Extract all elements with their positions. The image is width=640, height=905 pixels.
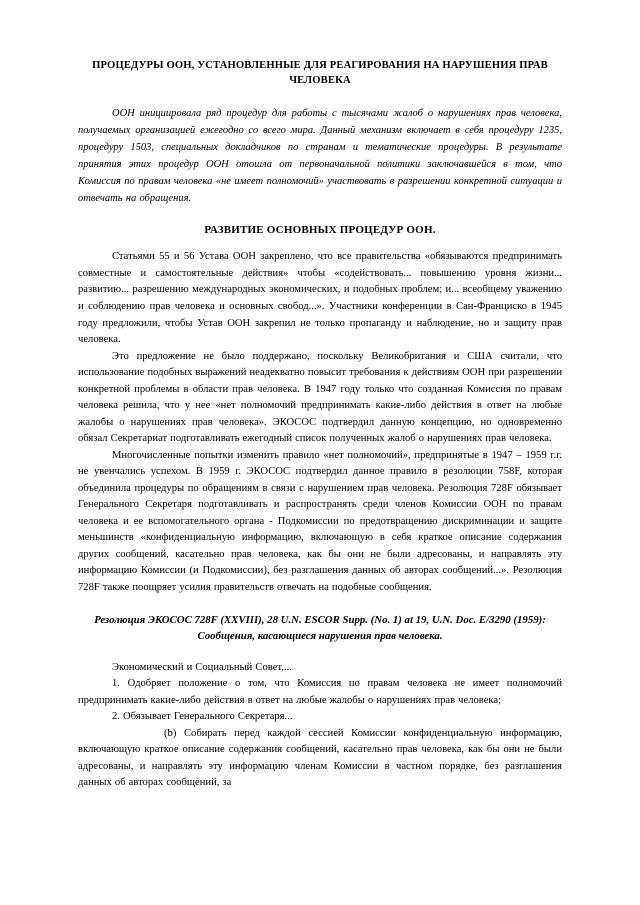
page-title: ПРОЦЕДУРЫ ООН, УСТАНОВЛЕННЫЕ ДЛЯ РЕАГИРОВАНИЯ НА НАРУШЕНИЯ ПРАВ ЧЕЛОВЕКА <box>92 60 548 87</box>
intro-paragraph: ООН инициировала ряд процедур для работы с тысячами жалоб о нарушениях прав человека, получаемых организацией ежегодно со всего мира. Данный механизм включает в себя процедуру 1235, процедуру 1503, специальных докладчиков по странам и тематические процедуры. В результате принятия этих процедур ООН отошла от первоначальной политики заключавшейся в том, что Комиссия по правам человека «не имеет полномочий» участвовать в разрешении конкретной ситуации и отвечать на обращения. <box>78 108 562 205</box>
document-content <box>78 58 562 792</box>
body-paragraph-3: Многочисленные попытки изменить правило «нет полномочий», предпринятые в 1947 – 1959 г.г. не увенчались успехом. В 1959 г. ЭКОСОС подтвердил данное правило в резолюции 758F, которая объединила процедуры по обращениям в связи с нарушением прав человека. Резолюция 728F обязывает Генерального Секретаря подготавливать и распространять среди членов Комиссии ООН по правам человека и ее вспомогательного органа - Подкомиссии по предотвращению дискриминации и защите меньшинств «конфиденциальную информацию, включающую в себя краткое описание содержания других сообщений, касательно прав человека, как бы они не были адресованы, и направлять эту информацию Комиссии (и Подкомиссии), без разглашения данных об авторах сообщений...». Резолюция 728F также поощряет усилия правительств отвечать на подобные сообщения. <box>78 449 562 593</box>
body-paragraph-1: Статьями 55 и 56 Устава ООН закреплено, что все правительства «обязываются предпринимать совместные и самостоятельные действия» чтобы «содействовать... повышению уровня жизни... развитию... разрешению международных экономических, и подобных проблем; и... всеобщему уважению и соблюдению прав человека и основных свобод...». Участники конференции в Сан-Франциско в 1945 году предложили, чтобы Устав ООН закрепил не только пропаганду и наблюдение, но и защиту прав человека. <box>78 251 562 346</box>
body-paragraph-2: Это предложение не было поддержано, поскольку Великобритания и США считали, что использование подобных выражений неадекватно повысит требования к действиям ООН при разрешении конкретной проблемы в области прав человека. В 1947 году только что созданная Комиссия по правам человека решила, что у нее «нет полномочий предпринимать какие-либо действия в ответ на любые жалобы о нарушениях прав человека». ЭКОСОС подтвердил данную концепцию, но одновременно обязал Секретариат подготавливать ежегодный список полученных жалоб о нарушениях прав человека. <box>78 350 562 445</box>
quote-line-preamble: Экономический и Социальный Совет,... <box>112 661 292 673</box>
section-heading: РАЗВИТИЕ ОСНОВНЫХ ПРОЦЕДУР ООН. <box>204 224 436 237</box>
resolution-citation: Резолюция ЭКОСОС 728F (XXVIII), 28 U.N. ESCOR Supp. (No. 1) at 19, U.N. Doc. E/3290 (1959): Сообщения, касающиеся нарушения прав человека. <box>94 614 546 643</box>
quote-line-item-2b: (b) Собирать перед каждой сессией Комиссии конфиденциальную информацию, включающую краткое описание содержания сообщений, касательно прав человека, как бы они не были адресованы, и направлять эту информацию членам Комиссии в частном порядке, без разглашения данных об авторах сообщений, за <box>78 727 562 789</box>
quote-line-item-1: 1. Одобряет положение о том, что Комиссия по правам человека не имеет полномочий предпринимать какие-либо действия в ответ на любые жалобы о нарушениях прав человека; <box>78 678 562 706</box>
quote-line-item-2: 2. Обязывает Генерального Секретаря... <box>112 711 293 723</box>
